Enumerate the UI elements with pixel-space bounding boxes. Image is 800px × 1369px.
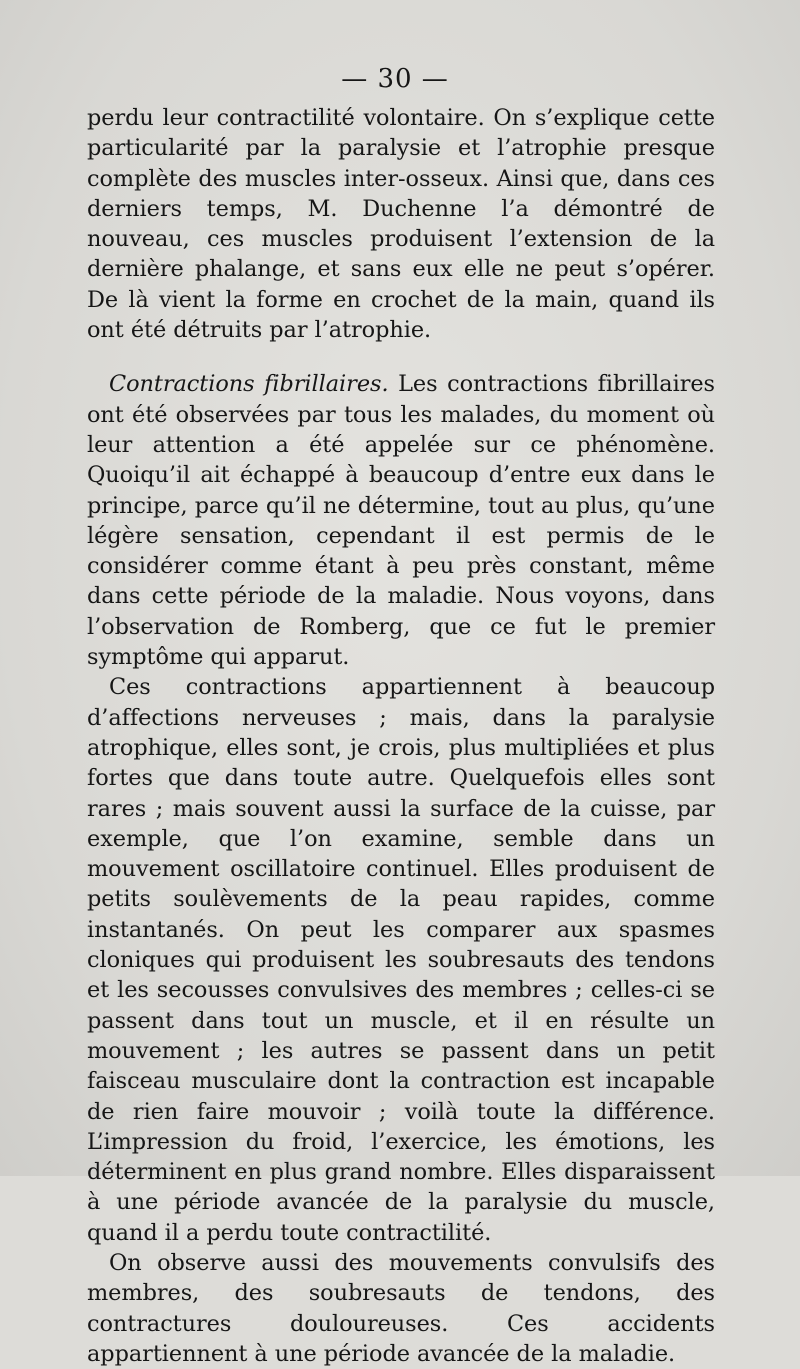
body-text bbox=[87, 103, 715, 1369]
paragraph-continuation bbox=[87, 103, 715, 345]
paragraph-text: Les contractions fibrillaires ont été observées par tous les malades, du moment où leur attention a été appelée sur ce phénomène. Quoiqu’il ait échappé à beaucoup d’entre eux dans le principe, parce qu’il ne détermine, tout au plus, qu’une légère sensation, cependant il est permis de le considérer comme étant à peu près constant, même dans cette période de la maladie. Nous voyons, dans l’observation de Romberg, que ce fut le premier symptôme qui apparut. bbox=[87, 371, 715, 671]
paragraph-convulsive-movements bbox=[87, 1248, 715, 1369]
paragraph-fibrillary-contractions bbox=[87, 369, 715, 672]
section-run-in-heading: Contractions fibrillaires. bbox=[109, 371, 389, 398]
paragraph-text: perdu leur contractilité volontaire. On s’explique cette particularité par la paralysie et l’atrophie presque complète des muscles inter-osseux. Ainsi que, dans ces derniers temps, M. Duchenne l’a démontré de nouveau, ces muscles produisent l’extension de la dernière phalange, et sans eux elle ne peut s’opérer. De là vient la forme en crochet de la main, quand ils ont été détruits par l’atrophie. bbox=[87, 105, 715, 344]
paragraph-nervous-affections bbox=[87, 672, 715, 1248]
paragraph-text: On observe aussi des mouvements convulsifs des membres, des soubresauts de tendons, des contractures douloureuses. Ces accidents appartiennent à une période avancée de la maladie. bbox=[87, 1249, 715, 1367]
paragraph-text: Ces contractions appartiennent à beaucoup d’affections nerveuses ; mais, dans la paralysie atrophique, elles sont, je crois, plus multipliées et plus fortes que dans toute autre. Quelquefois elles sont rares ; mais souvent aussi la surface de la cuisse, par exemple, que l’on examine, semble dans un mouvement oscillatoire continuel. Elles produisent de petits soulèvements de la peau rapides, comme instantanés. On peut les comparer aux spasmes cloniques qui produisent les soubresauts des tendons et les secousses convulsives des membres ; celles-ci se passent dans tout un muscle, et il en résulte un mouvement ; les autres se passent dans un petit faisceau musculaire dont la contraction est incapable de rien faire mouvoir ; voilà toute la différence. L’impression du froid, l’exercice, les émotions, les déterminent en plus grand nombre. Elles disparaissent à une période avancée de la paralysie du muscle, quand il a perdu toute contractilité. bbox=[87, 674, 715, 1246]
page-number: — 30 — bbox=[341, 64, 449, 94]
